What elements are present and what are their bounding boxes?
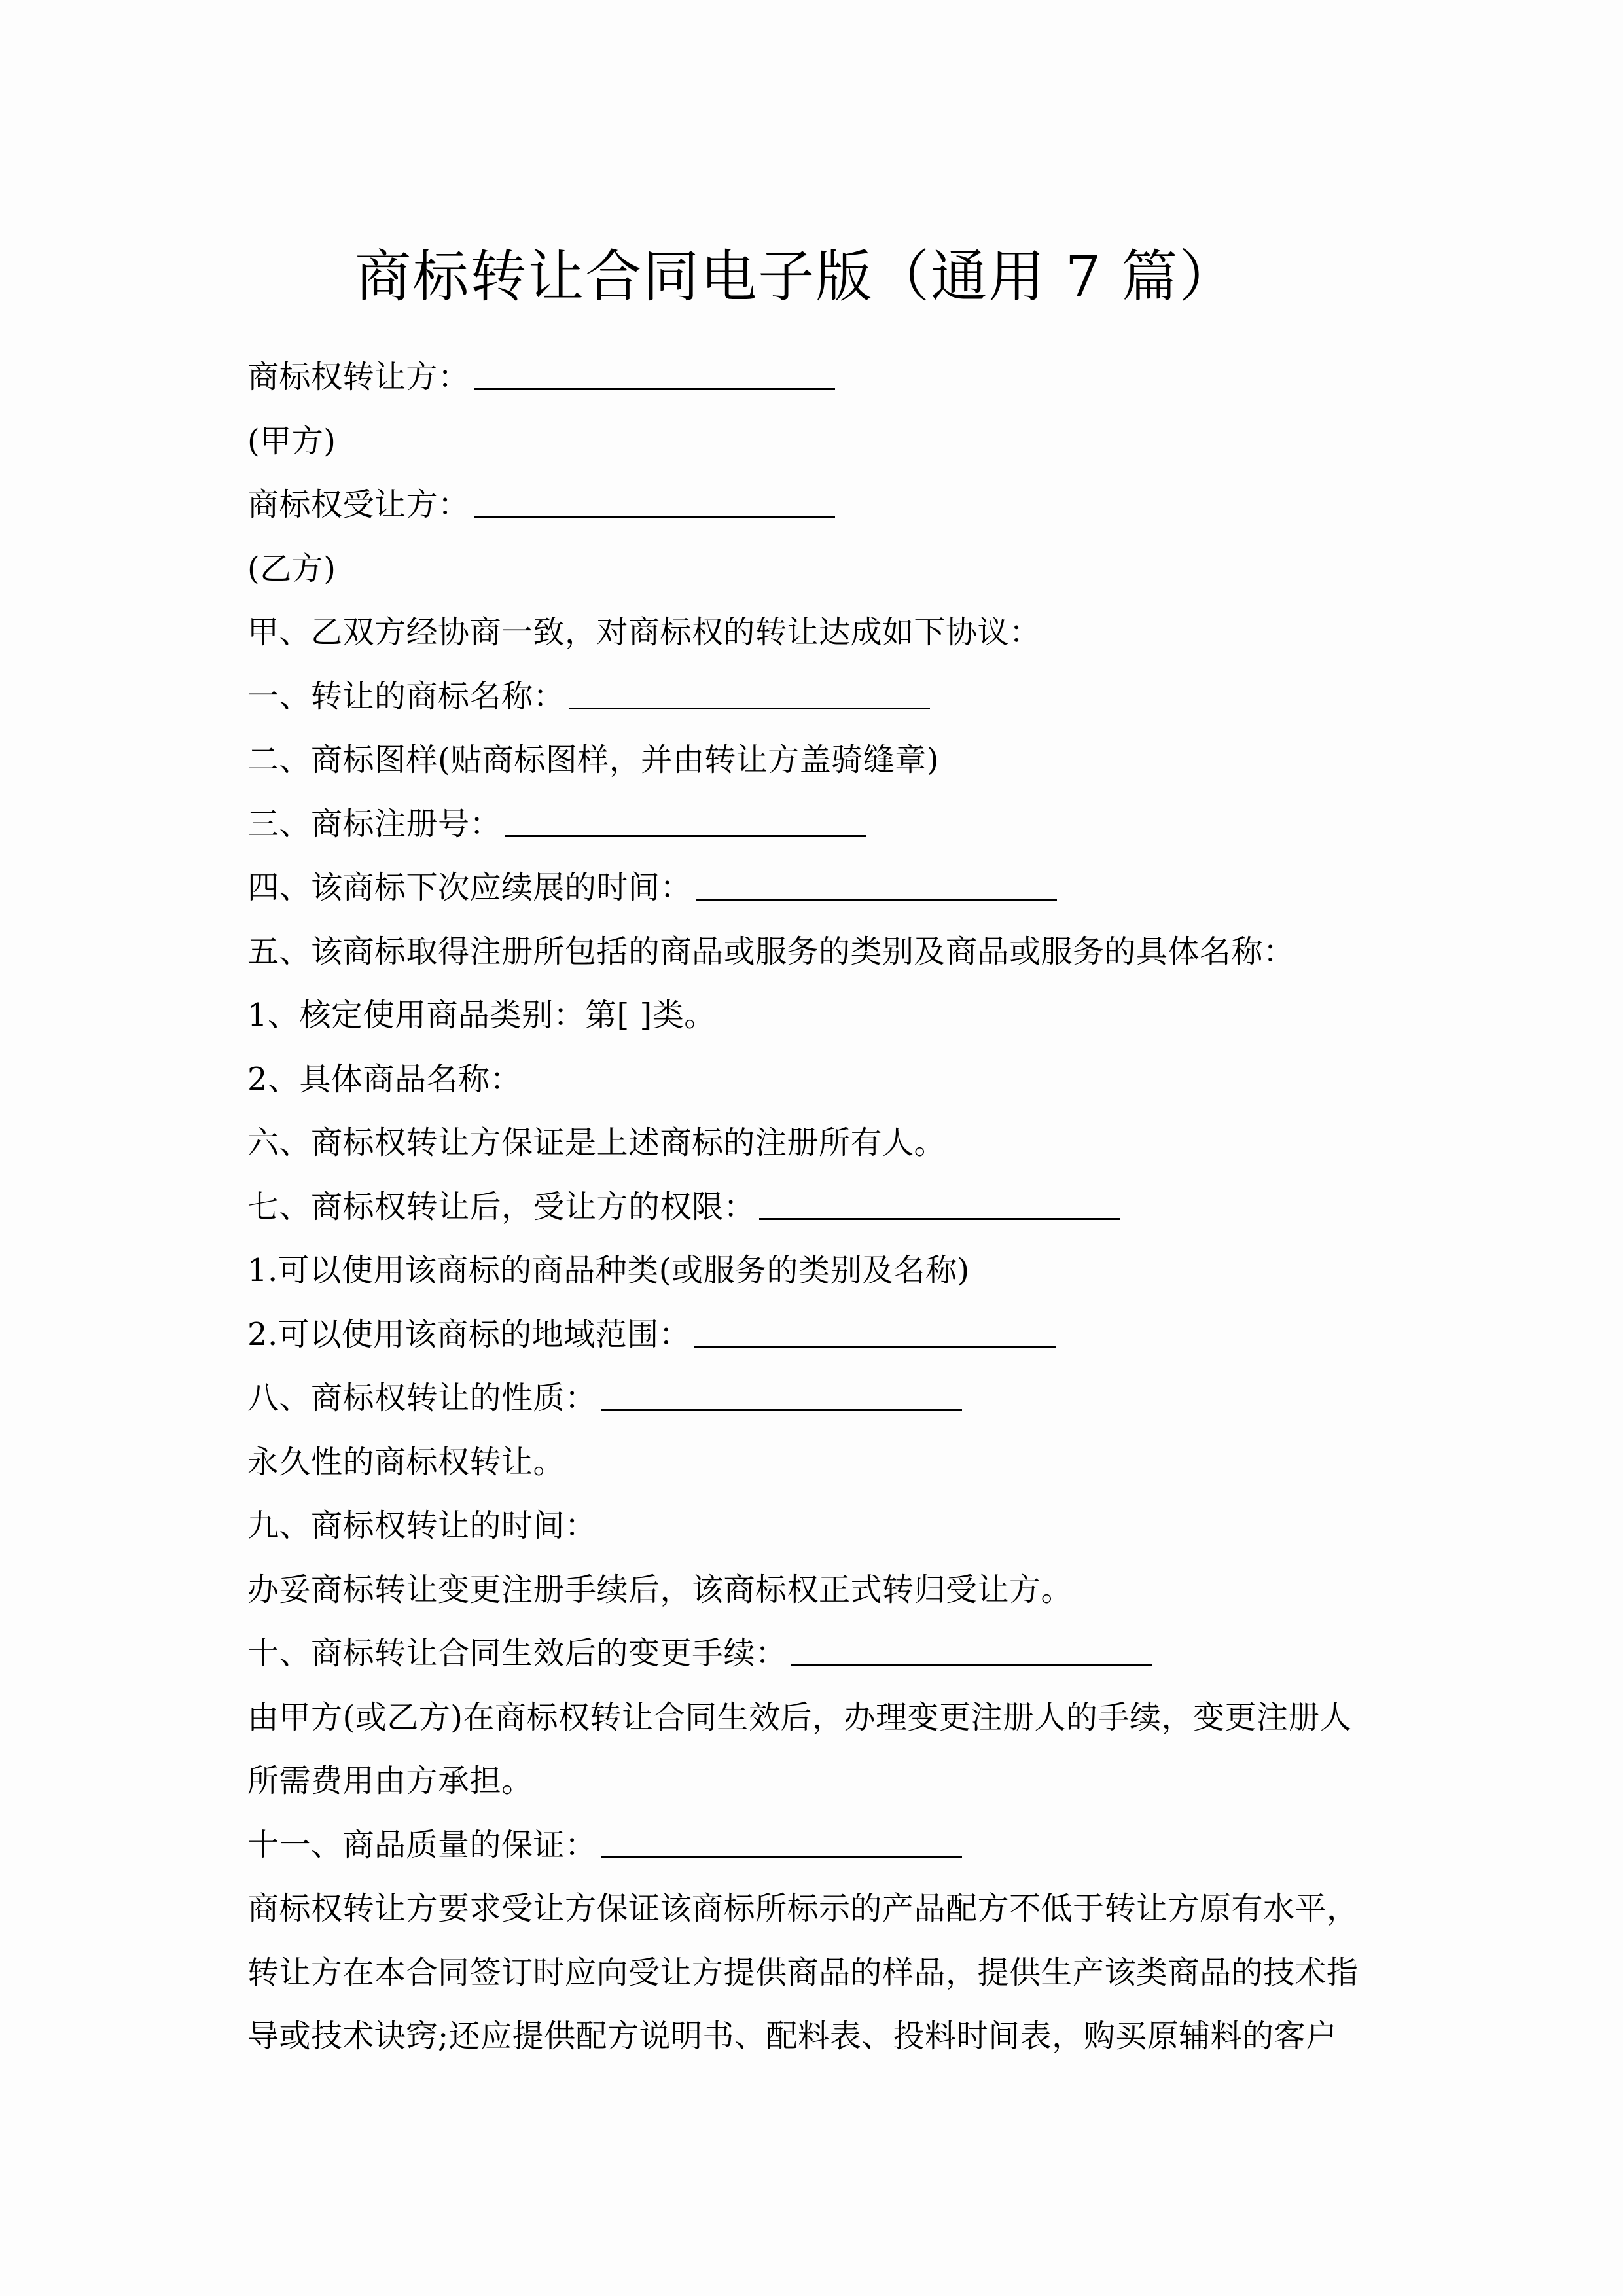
line-text: 七、商标权转让后，受让方的权限：: [247, 1188, 756, 1225]
clause-10-change-procedure: [247, 1622, 1412, 1686]
clause-7-transferee-rights: [247, 1175, 1412, 1240]
line-text: 六、商标权转让方保证是上述商标的注册所有人。: [247, 1124, 946, 1161]
fill-in-blank-trademark-name[interactable]: [569, 694, 930, 709]
clause-5-item-1: [247, 984, 1412, 1048]
line-text: 商标权转让方：: [247, 359, 470, 395]
line-text: 1.可以使用该商标的商品种类(或服务的类别及名称): [247, 1252, 970, 1289]
clause-9-transfer-time: [247, 1494, 1412, 1558]
line-text: 2、具体商品名称：: [247, 1060, 522, 1098]
line-transferor: [247, 346, 1412, 410]
fill-in-blank-nature[interactable]: [601, 1396, 962, 1411]
document-title: 商标转让合同电子版（通用 7 篇）: [355, 243, 1237, 310]
fill-in-blank-registration-number[interactable]: [505, 822, 866, 837]
line-text: 商标权转让方要求受让方保证该商标所标示的产品配方不低于转让方原有水平，: [247, 1890, 1359, 1927]
clause-6-ownership: [247, 1111, 1412, 1175]
contract-body: [247, 346, 1412, 2069]
line-text: (乙方): [247, 550, 336, 587]
line-text: 商标权受让方：: [247, 486, 470, 523]
clause-5-goods-categories: [247, 920, 1412, 984]
clause-11-detail-line-3: [247, 2005, 1412, 2069]
clause-11-quality-guarantee: [247, 1814, 1412, 1878]
clause-11-detail-line-1: [247, 1877, 1412, 1941]
line-text: 十、商标转让合同生效后的变更手续：: [247, 1635, 787, 1672]
line-text: 十一、商品质量的保证：: [247, 1826, 597, 1863]
clause-8-detail: [247, 1431, 1412, 1495]
clause-7-item-1: [247, 1239, 1412, 1303]
line-text: 所需费用由方承担。: [247, 1763, 533, 1799]
line-text: 一、转让的商标名称：: [247, 677, 565, 715]
clause-5-item-2: [247, 1048, 1412, 1112]
line-text: 二、商标图样(贴商标图样，并由转让方盖骑缝章): [247, 742, 939, 778]
fill-in-blank-renewal-time[interactable]: [696, 886, 1057, 901]
line-text: 九、商标权转让的时间：: [247, 1507, 597, 1544]
line-text: (甲方): [247, 422, 336, 459]
line-party-a: [247, 410, 1412, 474]
clause-8-nature: [247, 1367, 1412, 1431]
line-party-b: [247, 537, 1412, 601]
line-text: 八、商标权转让的性质：: [247, 1380, 597, 1416]
line-text: 由甲方(或乙方)在商标权转让合同生效后，办理变更注册人的手续，变更注册人: [247, 1698, 1352, 1736]
fill-in-blank-change-procedure[interactable]: [791, 1651, 1152, 1666]
clause-3-registration-number: [247, 793, 1412, 857]
line-text: 转让方在本合同签订时应向受让方提供商品的样品，提供生产该类商品的技术指: [247, 1954, 1359, 1991]
clause-11-detail-line-2: [247, 1941, 1412, 2005]
line-text: 办妥商标转让变更注册手续后，该商标权正式转归受让方。: [247, 1571, 1073, 1608]
fill-in-blank-quality-guarantee[interactable]: [601, 1843, 962, 1858]
line-text: 甲、乙双方经协商一致，对商标权的转让达成如下协议：: [247, 614, 1041, 651]
clause-4-renewal-time: [247, 856, 1412, 920]
clause-7-item-2: [247, 1303, 1412, 1367]
fill-in-blank-transferee[interactable]: [474, 503, 835, 518]
line-text: 2.可以使用该商标的地域范围：: [247, 1316, 691, 1353]
clause-1-trademark-name: [247, 665, 1412, 729]
line-text: 导或技术诀窍;还应提供配方说明书、配料表、投料时间表，购买原辅料的客户: [247, 2018, 1338, 2054]
line-text: 五、该商标取得注册所包括的商品或服务的类别及商品或服务的具体名称：: [247, 933, 1295, 970]
line-text: 永久性的商标权转让。: [247, 1443, 565, 1480]
line-agreement-intro: [247, 601, 1412, 665]
line-transferee: [247, 473, 1412, 537]
line-text: 1、核定使用商品类别：第[ ]类。: [247, 997, 716, 1033]
clause-2-trademark-pattern: [247, 728, 1412, 793]
line-text: 三、商标注册号：: [247, 805, 502, 842]
fill-in-blank-transferee-rights[interactable]: [759, 1205, 1120, 1220]
line-text: 四、该商标下次应续展的时间：: [247, 869, 692, 906]
fill-in-blank-geographic-scope[interactable]: [694, 1333, 1056, 1348]
clause-10-detail-line-2: [247, 1749, 1412, 1814]
clause-10-detail-line-1: [247, 1686, 1412, 1750]
fill-in-blank-transferor[interactable]: [474, 375, 835, 390]
clause-9-detail: [247, 1558, 1412, 1623]
